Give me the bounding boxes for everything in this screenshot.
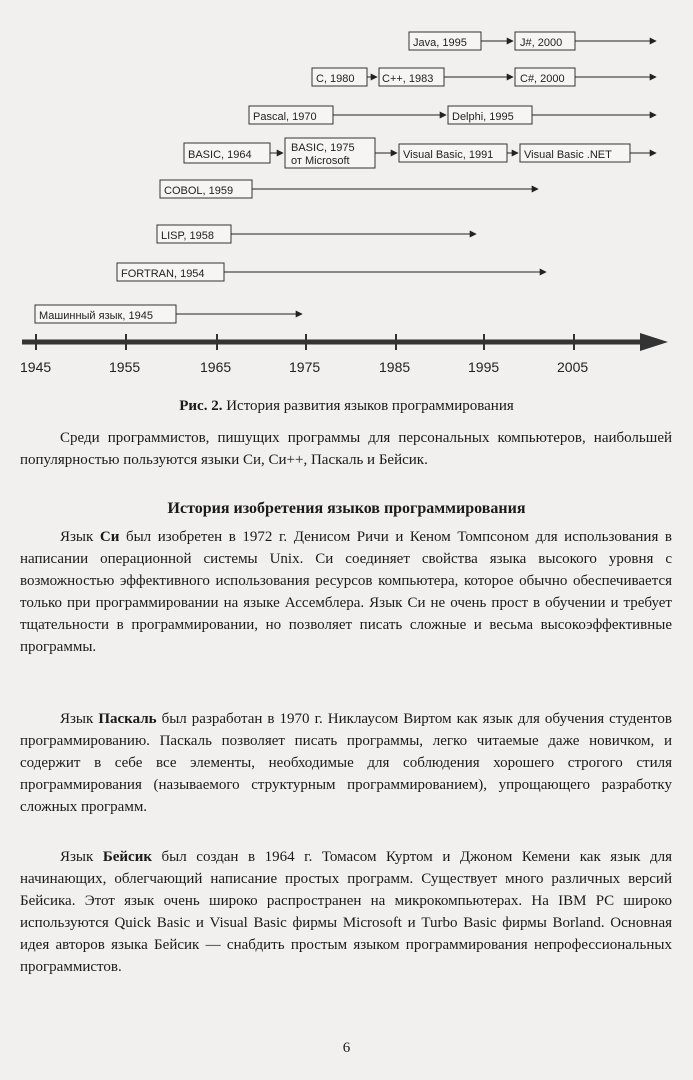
timeline-row-pascal bbox=[249, 106, 656, 124]
box-basic-1975-microsoft: от Microsoft bbox=[291, 155, 350, 167]
time-axis bbox=[20, 333, 668, 375]
paragraph-c-lead: Язык bbox=[60, 529, 100, 545]
box-pascal: Pascal, 1970 bbox=[253, 111, 317, 123]
timeline-row-basic bbox=[184, 138, 656, 168]
axis-label-1965: 1965 bbox=[200, 359, 232, 375]
timeline-row-lisp bbox=[157, 225, 476, 243]
box-delphi: Delphi, 1995 bbox=[452, 111, 514, 123]
box-basic-1975: BASIC, 1975 bbox=[291, 142, 355, 154]
language-name-pascal: Паскаль bbox=[98, 711, 157, 727]
timeline-row-java bbox=[409, 32, 656, 50]
paragraph-c bbox=[20, 526, 672, 658]
box-cobol: COBOL, 1959 bbox=[164, 185, 234, 197]
figure-caption bbox=[0, 398, 693, 415]
box-jsharp: J#, 2000 bbox=[520, 37, 563, 49]
language-name-basic: Бейсик bbox=[102, 849, 153, 865]
box-cpp: C++, 1983 bbox=[382, 73, 434, 85]
box-visual-basic: Visual Basic, 1991 bbox=[403, 149, 494, 161]
paragraph-basic bbox=[20, 846, 672, 978]
box-fortran: FORTRAN, 1954 bbox=[121, 268, 205, 280]
paragraph-basic-body: был создан в 1964 г. Томасом Куртом и Джоном Кемени как язык для начинающих, облегчающий написание простых программ. Существует много различных версий Бейсика. Этот язык очень широко распространен на микрокомпьютерах. На IBM PC широко используются Quick Basic и Visual Basic фирмы Microsoft и Turbo Basic фирмы Borland. Основная идея авторов языка Бейсик — снабдить простым языком программирования непрофессиональных программистов. bbox=[20, 849, 673, 975]
paragraph-pascal bbox=[20, 708, 672, 818]
box-java: Java, 1995 bbox=[413, 37, 467, 49]
intro-paragraph: Среди программистов, пишущих программы для персональных компьютеров, наибольшей популярностью пользуются языки Си, Си++, Паскаль и Бейсик. bbox=[20, 430, 672, 468]
page-number: 6 bbox=[342, 1040, 351, 1056]
box-basic-1964: BASIC, 1964 bbox=[188, 149, 252, 161]
timeline-row-cobol bbox=[160, 180, 538, 198]
timeline-row-fortran bbox=[117, 263, 546, 281]
section-heading: История изобретения языков программирования bbox=[167, 500, 526, 517]
figure-caption-text: История развития языков программирования bbox=[226, 398, 514, 414]
box-machine-language: Машинный язык, 1945 bbox=[39, 310, 153, 322]
paragraph-pascal-lead: Язык bbox=[60, 711, 99, 727]
timeline-row-machine bbox=[35, 305, 302, 323]
axis-label-1945: 1945 bbox=[20, 359, 52, 375]
axis-label-1995: 1995 bbox=[468, 359, 500, 375]
paragraph-basic-lead: Язык bbox=[60, 849, 103, 865]
figure-caption-label: Рис. 2. bbox=[179, 398, 223, 414]
box-lisp: LISP, 1958 bbox=[161, 230, 215, 242]
axis-label-1955: 1955 bbox=[109, 359, 141, 375]
box-csharp: C#, 2000 bbox=[520, 73, 565, 85]
language-name-c: Си bbox=[99, 529, 120, 545]
axis-label-1975: 1975 bbox=[289, 359, 321, 375]
axis-label-2005: 2005 bbox=[557, 359, 589, 375]
language-timeline-diagram bbox=[0, 0, 693, 392]
paragraph-pascal-body: был разработан в 1970 г. Никлаусом Виртом как язык для обучения студентов программированию. Паскаль позволяет писать программы, легко читаемые даже новичком, и содержит в себе все элементы, необходимые для соблюдения хорошего строгого стиля программирования (называемого структурным программированием), упрощающего разработку сложных программ. bbox=[20, 711, 672, 815]
box-c: C, 1980 bbox=[316, 73, 355, 85]
axis-label-1985: 1985 bbox=[379, 359, 411, 375]
paragraph-c-body: был изобретен в 1972 г. Денисом Ричи и Кеном Томпсоном для использования в написании операционной системы Unix. Си соединяет свойства языка высокого уровня с возможностью эффективного использования ресурсов компьютера, которое обычно обеспечивается только при программировании на языке Ассемблера. Язык Си не очень прост в обучении и требует тщательности в программировании, но позволяет писать сложные и весьма высокоэффективные программы. bbox=[20, 529, 673, 655]
timeline-row-c bbox=[312, 68, 656, 86]
box-visual-basic-net: Visual Basic .NET bbox=[524, 149, 612, 161]
